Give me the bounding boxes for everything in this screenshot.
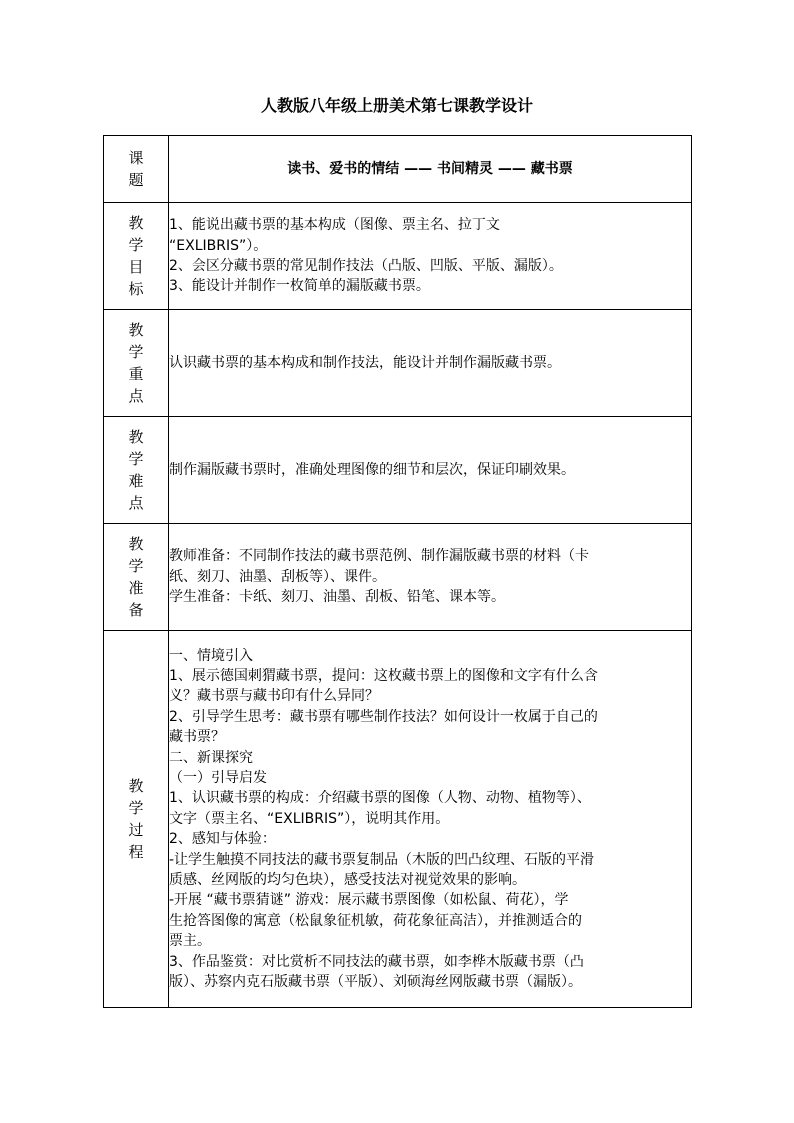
- preparation-text: 教师准备：不同制作技法的藏书票范例、制作漏版藏书票的材料（卡 纸、刻刀、油墨、刮板等）、课件。 学生准备：卡纸、刻刀、油墨、刮板、铅笔、课本等。: [169, 524, 692, 631]
- row-label-difficulties: 教 学 难 点: [104, 417, 169, 524]
- row-preparation: [104, 524, 692, 631]
- row-label-topic: 课 题: [104, 136, 169, 203]
- row-label-objectives: 教 学 目 标: [104, 203, 169, 310]
- objectives-text: 1、能说出藏书票的基本构成（图像、票主名、拉丁文 “EXLIBRIS”）。 2、会区分藏书票的常见制作技法（凸版、凹版、平版、漏版）。 3、能设计并制作一枚简单的漏版藏书票。: [169, 203, 692, 310]
- row-label-preparation: 教 学 准 备: [104, 524, 169, 631]
- lesson-plan-table: [103, 135, 692, 1008]
- row-label-process: 教 学 过 程: [104, 631, 169, 1008]
- row-process: [104, 631, 692, 1008]
- document-title: 人教版八年级上册美术第七课教学设计: [260, 96, 533, 115]
- topic-text: 读书、爱书的情结 —— 书间精灵 —— 藏书票: [169, 136, 692, 203]
- row-key-points: [104, 310, 692, 417]
- row-topic: [104, 136, 692, 203]
- row-difficulties: [104, 417, 692, 524]
- row-label-key-points: 教 学 重 点: [104, 310, 169, 417]
- process-text: 一、情境引入 1、展示德国刺猬藏书票，提问：这枚藏书票上的图像和文字有什么含 义？藏书票与藏书印有什么异同？ 2、引导学生思考：藏书票有哪些制作技法？如何设计一枚属于自己的 藏书票？ 二、新课探究 （一）引导启发 1、认识藏书票的构成：介绍藏书票的图像（人物、动物、植物等）、 文字（票主名、“EXLIBRIS”），说明其作用。 2、感知与体验： -让学生触摸不同技法的藏书票复制品（木版的凹凸纹理、石版的平滑 质感、丝网版的均匀色块），感受技法对视觉效果的影响。 -开展 “藏书票猜谜” 游戏：展示藏书票图像（如松鼠、荷花），学 生抢答图像的寓意（松鼠象征机敏，荷花象征高洁），并推测适合的 票主。 3、作品鉴赏：对比赏析不同技法的藏书票，如李桦木版藏书票（凸 版）、苏察内克石版藏书票（平版）、刘硕海丝网版藏书票（漏版）。: [169, 631, 692, 1008]
- row-objectives: [104, 203, 692, 310]
- difficulties-text: 制作漏版藏书票时，准确处理图像的细节和层次，保证印刷效果。: [169, 417, 692, 524]
- key-points-text: 认识藏书票的基本构成和制作技法，能设计并制作漏版藏书票。: [169, 310, 692, 417]
